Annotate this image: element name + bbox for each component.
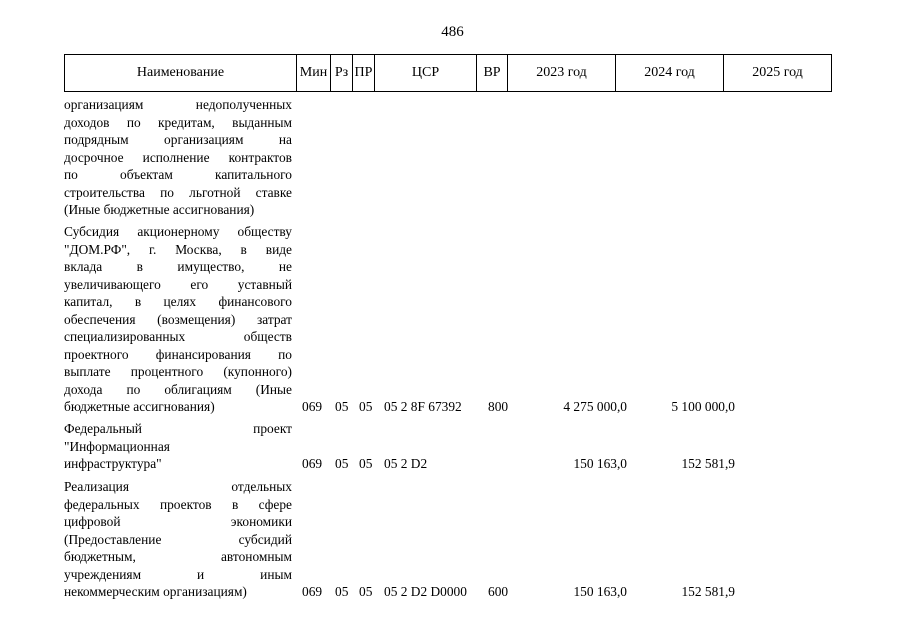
row-name-line: Субсидия акционерному обществу xyxy=(64,224,292,239)
row-name-line: обеспечения (возмещения) затрат xyxy=(64,311,292,327)
row-name-line: Реализация отдельных xyxy=(64,479,292,494)
row-name xyxy=(64,96,292,219)
table-row xyxy=(0,420,905,473)
row-name-line: бюджетным, автономным xyxy=(64,549,292,564)
page-number: 486 xyxy=(441,24,464,40)
row-name xyxy=(64,420,292,473)
row-name xyxy=(64,478,292,601)
header-vr: ВР xyxy=(477,55,508,92)
row-name-line: дохода по облигациям (Иные xyxy=(64,381,292,397)
row-cell-csr: 05 2 D2 xyxy=(384,456,428,471)
row-name-line: увеличивающего его уставный xyxy=(64,276,292,292)
row-name-line: выплате процентного (купонного) xyxy=(64,364,292,379)
row-name-line: строительства по льготной ставке xyxy=(64,184,292,200)
table-row xyxy=(0,223,905,416)
row-name-line: вклада в имущество, не xyxy=(64,259,292,274)
row-name-line: (Иные бюджетные ассигнования) xyxy=(64,202,255,217)
row-cell-y2023: 150 163,0 xyxy=(573,456,627,471)
row-cell-vr: 600 xyxy=(488,584,509,599)
header-csr: ЦСР xyxy=(375,55,477,92)
row-name-line: подрядным организациям на xyxy=(64,132,292,147)
row-name-line: досрочное исполнение контрактов xyxy=(64,149,292,165)
row-name-line: федеральных проектов в сфере xyxy=(64,496,292,512)
row-cell-y2024: 152 581,9 xyxy=(681,584,735,599)
row-name-line: (Предоставление субсидий xyxy=(64,531,292,547)
row-name-line: по объектам капитального xyxy=(64,167,292,182)
table-header xyxy=(64,54,832,92)
row-cell-min: 069 xyxy=(302,584,323,599)
row-cell-rz: 05 xyxy=(335,456,349,471)
row-name-line: некоммерческим организациям) xyxy=(64,584,247,599)
row-name-line: капитал, в целях финансового xyxy=(64,294,292,309)
row-cell-y2023: 4 275 000,0 xyxy=(563,399,627,414)
row-name-line: организациям недополученных xyxy=(64,97,292,112)
row-name-line: доходов по кредитам, выданным xyxy=(64,114,292,130)
row-name-line: бюджетные ассигнования) xyxy=(64,399,215,414)
row-cell-min: 069 xyxy=(302,399,323,414)
row-name-line: специализированных обществ xyxy=(64,329,292,344)
row-cell-y2023: 150 163,0 xyxy=(573,584,627,599)
row-cell-csr: 05 2 D2 D0000 xyxy=(384,584,467,599)
row-cell-vr: 800 xyxy=(488,399,509,414)
row-name xyxy=(64,223,292,416)
row-name-line: цифровой экономики xyxy=(64,514,292,529)
row-cell-rz: 05 xyxy=(335,584,349,599)
table-row xyxy=(0,96,905,219)
row-cell-y2024: 152 581,9 xyxy=(681,456,735,471)
header-2023: 2023 год xyxy=(508,55,616,92)
header-name: Наименование xyxy=(65,55,297,92)
header-2025: 2025 год xyxy=(724,55,832,92)
row-cell-rz: 05 xyxy=(335,399,349,414)
row-name-line: "ДОМ.РФ", г. Москва, в виде xyxy=(64,241,292,257)
header-2024: 2024 год xyxy=(616,55,724,92)
row-name-line: Федеральный проект xyxy=(64,421,292,436)
row-name-line: учреждениям и иным xyxy=(64,566,292,582)
row-name-line: проектного финансирования по xyxy=(64,346,292,362)
row-name-line: инфраструктура" xyxy=(64,456,162,471)
header-pr: ПР xyxy=(353,55,375,92)
row-cell-pr: 05 xyxy=(359,456,373,471)
table-row xyxy=(0,478,905,601)
row-cell-csr: 05 2 8F 67392 xyxy=(384,399,462,414)
row-cell-min: 069 xyxy=(302,456,323,471)
row-cell-pr: 05 xyxy=(359,584,373,599)
header-min: Мин xyxy=(297,55,331,92)
row-name-line: "Информационная xyxy=(64,438,170,454)
header-rz: Рз xyxy=(331,55,353,92)
row-cell-pr: 05 xyxy=(359,399,373,414)
row-cell-y2024: 5 100 000,0 xyxy=(671,399,735,414)
